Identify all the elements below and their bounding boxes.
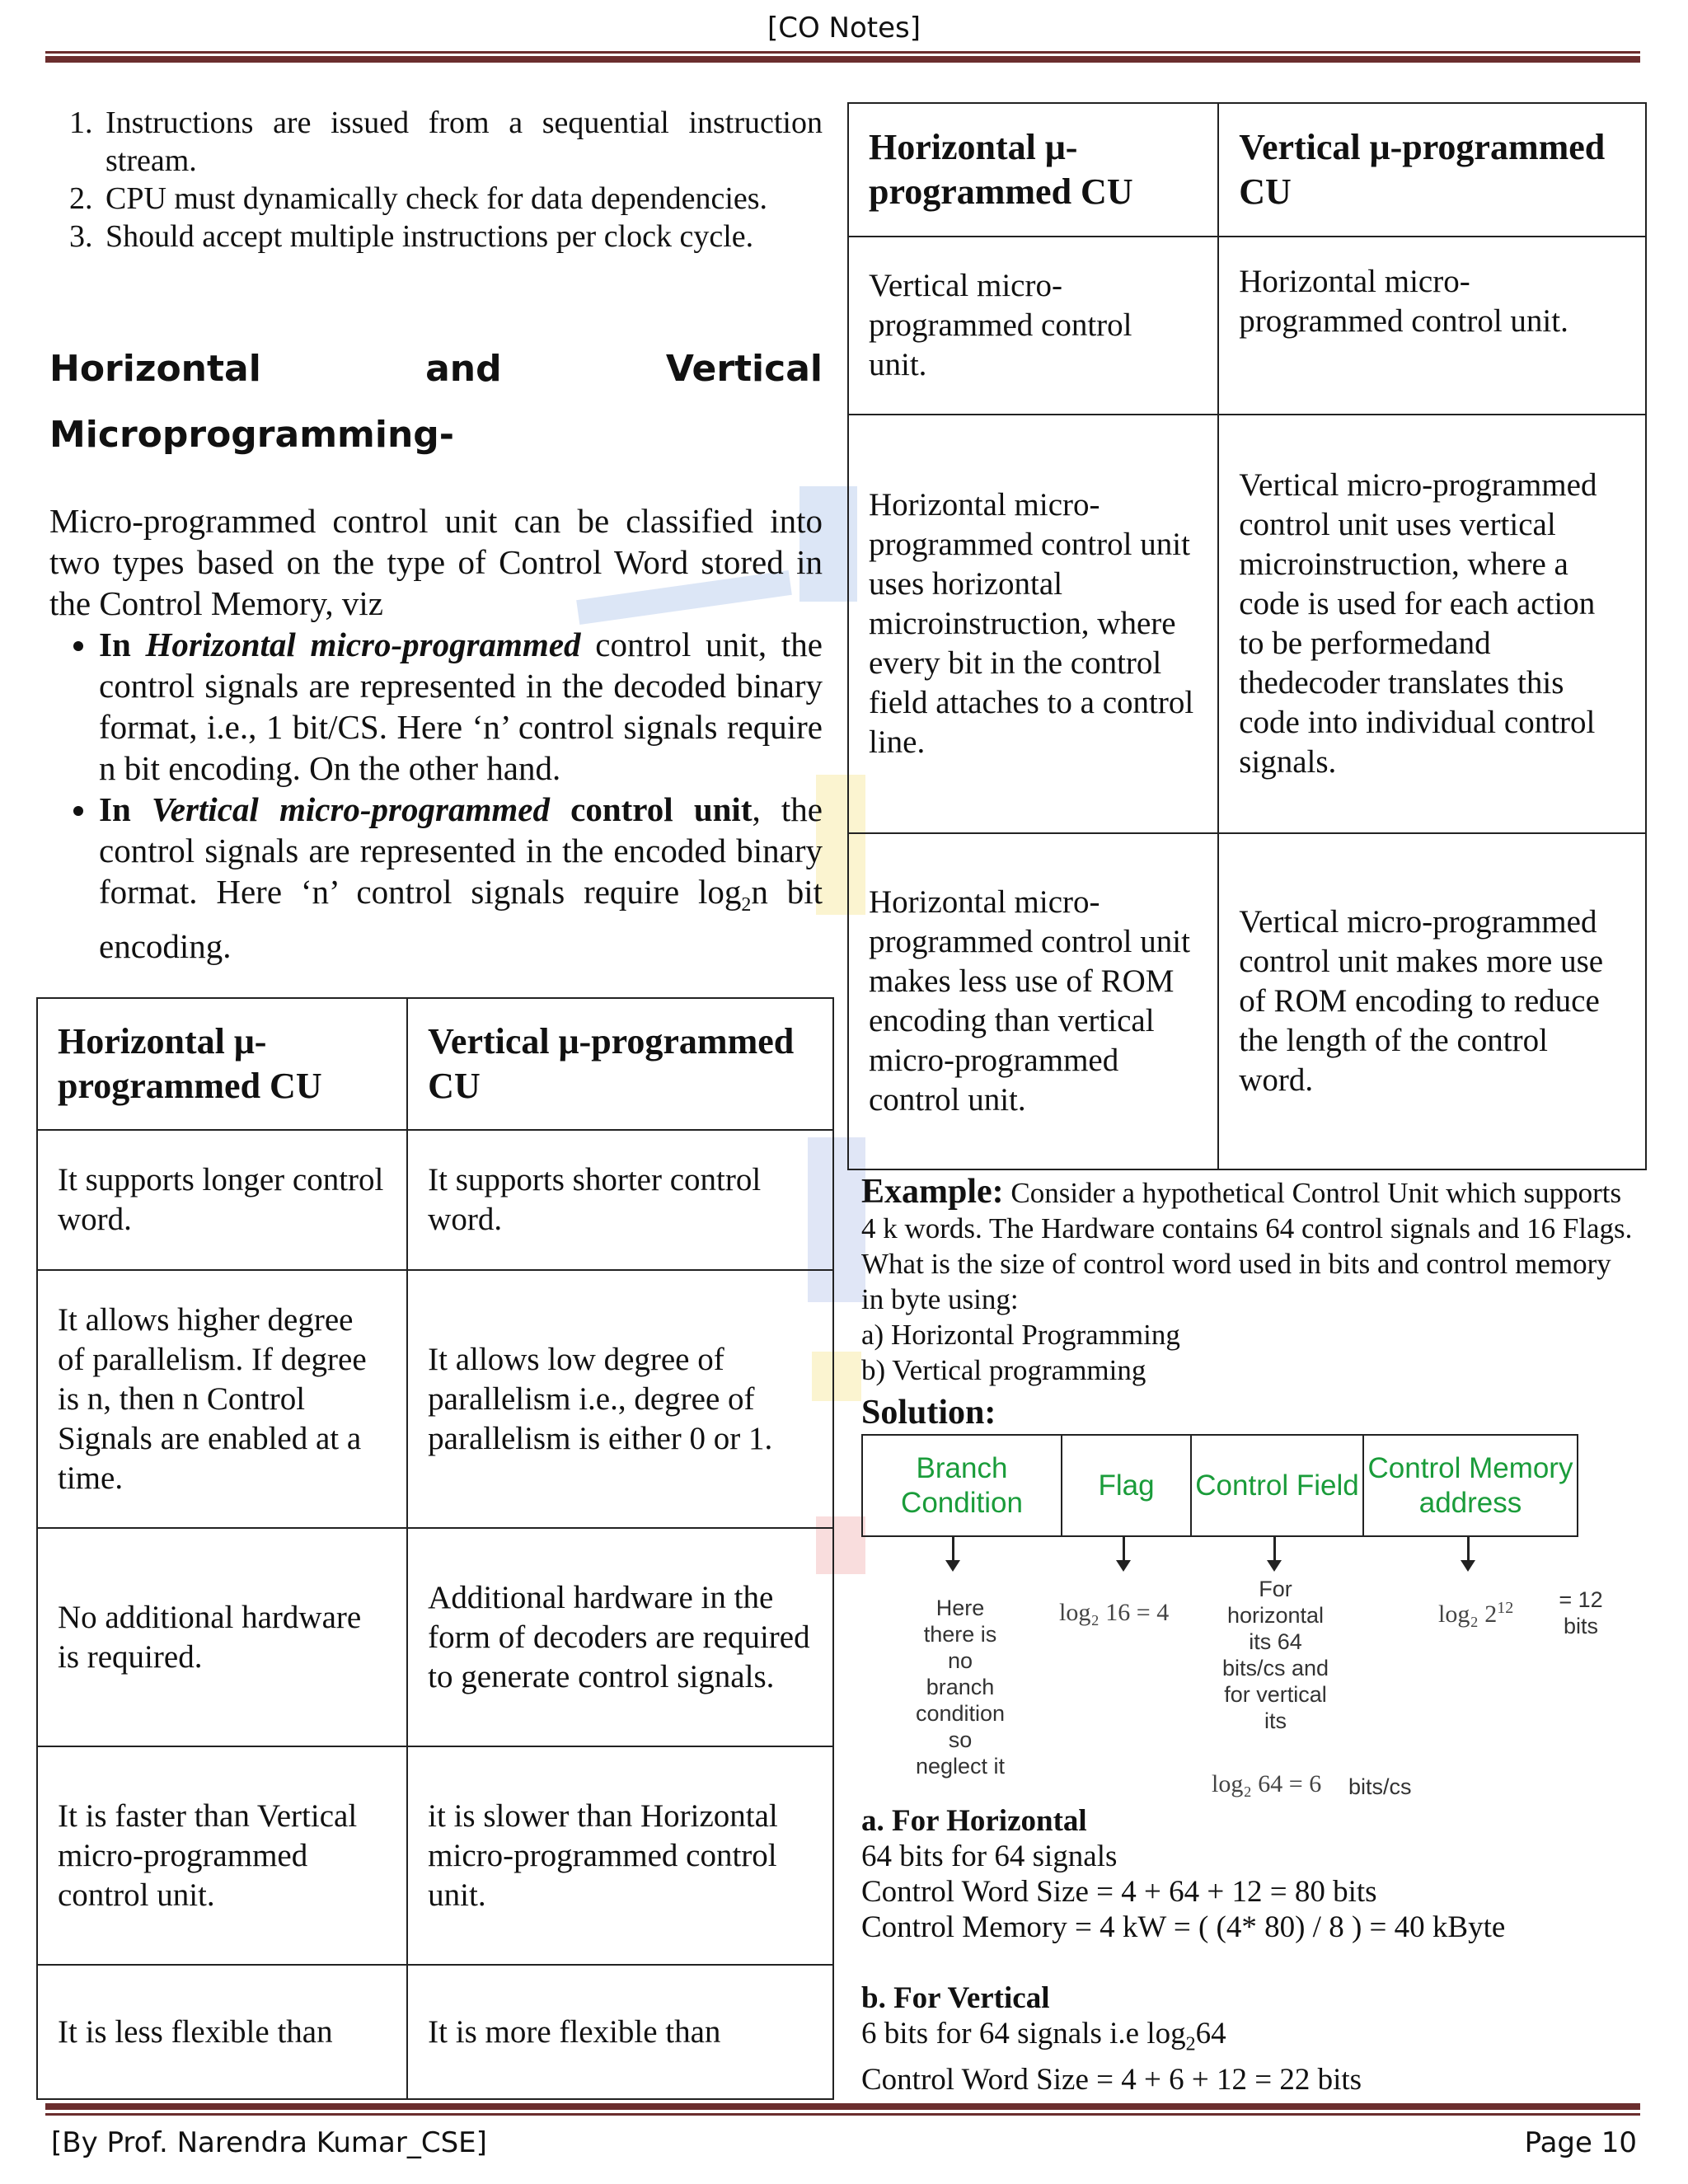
example-option-a: a) Horizontal Programming: [861, 1319, 1180, 1351]
table-cell: It is more flexible than: [407, 1965, 833, 2099]
table-cell: It allows higher degree of parallelism. If degree is n, then n Control Signals are enabled at a time.: [37, 1270, 407, 1528]
bullet-emphasis: Horizontal micro-programmed: [145, 626, 581, 663]
math-addr-base: log₂ 2: [1438, 1601, 1498, 1628]
table-cell: No additional hardware is required.: [37, 1528, 407, 1746]
table-row: [848, 833, 1646, 1169]
example-label: Example:: [861, 1173, 1004, 1211]
table-cell: Additional hardware in the form of decoders are required to generate control signals.: [407, 1528, 833, 1746]
example-block: [861, 1174, 1640, 1388]
bullet-lead: In: [99, 790, 131, 828]
comparison-table-left: [36, 997, 834, 2100]
solution-b-text: 6 bits for 64 signals i.e log: [861, 2017, 1186, 2050]
table-cell: Horizontal micro-programmed control unit.: [1218, 237, 1646, 415]
table-header-row: [848, 103, 1646, 237]
list-item: 1. Instructions are issued from a sequential instruction stream.: [101, 104, 823, 180]
table-cell: It allows low degree of parallelism i.e., degree of parallelism is either 0 or 1.: [407, 1270, 833, 1528]
log-subscript: 2: [1185, 2033, 1196, 2055]
footer-rule-thick: [45, 2103, 1640, 2110]
arrow-shaft: [1467, 1537, 1470, 1562]
math-control-unit: bits/cs: [1348, 1774, 1412, 1799]
math-addr-exponent: 12: [1497, 1599, 1514, 1617]
section-heading: [49, 336, 823, 468]
bullet-emphasis: Vertical micro-programmed: [151, 790, 550, 828]
footer-rule-thin: [45, 2113, 1640, 2116]
heading-word-and: and: [425, 348, 502, 390]
table-row: [848, 415, 1646, 833]
intro-paragraph: Micro-programmed control unit can be classified into two types based on the type of Control Word stored in the Control Memory, viz: [49, 502, 823, 622]
table-cell: It supports longer control word.: [37, 1130, 407, 1270]
solution-b-line: Control Word Size = 4 + 6 + 12 = 22 bits: [861, 2063, 1362, 2097]
math-flag: log₂ 16 = 4: [1059, 1599, 1170, 1626]
solution-a-title: a. For Horizontal: [861, 1804, 1087, 1838]
numbered-list-block: [49, 104, 823, 255]
table-header-cell: Vertical μ-programmed CU: [1218, 103, 1646, 237]
list-item: 2. CPU must dynamically check for data dependencies.: [101, 180, 823, 218]
table-header-cell: Horizontal μ-programmed CU: [37, 998, 407, 1130]
spacer: [861, 1945, 1640, 1980]
solution-b-text-end: 64: [1195, 2017, 1226, 2050]
log-subscript: 2: [741, 894, 752, 916]
note-branch: Here there is no branch condition so neglect it: [915, 1596, 1006, 1779]
solution-b-title: b. For Vertical: [861, 1981, 1050, 2015]
field-flag: Flag: [1062, 1436, 1192, 1535]
table-row: [848, 237, 1646, 415]
math-control: log₂ 64 = 6: [1212, 1770, 1322, 1797]
bullet-list-block: [49, 624, 823, 967]
header-rule-thick: [45, 56, 1640, 63]
arrow-head: [1116, 1560, 1131, 1572]
bullet-lead: In: [99, 626, 131, 663]
arrow-head: [1461, 1560, 1475, 1572]
math-addr-result: = 12 bits: [1559, 1587, 1603, 1638]
arrow-shaft: [1123, 1537, 1125, 1562]
bullet-list: [49, 624, 823, 967]
field-control-field: Control Field: [1192, 1436, 1364, 1535]
solution-block: [861, 1803, 1640, 2097]
table-cell: It is less flexible than: [37, 1965, 407, 2099]
table-cell: Vertical micro-programmed control unit.: [848, 237, 1218, 415]
heading-word-horizontal: Horizontal: [49, 348, 261, 390]
table-header-cell: Vertical μ-programmed CU: [407, 998, 833, 1130]
field-control-memory-address: Control Memory address: [1367, 1451, 1573, 1519]
note-control-field: For horizontal its 64 bits/cs and for vertical its: [1221, 1577, 1329, 1733]
table-cell: It is faster than Vertical micro-programmed control unit.: [37, 1746, 407, 1965]
arrow-shaft: [952, 1537, 954, 1562]
table-header-cell: Horizontal μ-programmed CU: [848, 103, 1218, 237]
field-branch-condition: Branch Condition: [863, 1436, 1062, 1535]
table-cell: It supports shorter control word.: [407, 1130, 833, 1270]
footer-page-number: Page 10: [1524, 2126, 1637, 2159]
page-header-title: [CO Notes]: [767, 12, 921, 45]
math-addr: [1438, 1599, 1513, 1629]
heading-word-vertical: Vertical: [665, 348, 823, 390]
example-text: Consider a hypothetical Control Unit which supports 4 k words. The Hardware contains 64 control signals and 16 Flags. What is the size of control word used in bits and control memory in byte using:: [861, 1177, 1633, 1315]
header-rule-thin: [45, 51, 1640, 54]
table-header-row: [37, 998, 833, 1130]
bullet-horizontal: [99, 624, 823, 789]
table-cell: Vertical micro-programmed control unit uses vertical microinstruction, where a code is used for each action to be performedand thedecoder translates this code into individual control signals.: [1218, 415, 1646, 833]
table-row: [37, 1965, 833, 2099]
solution-a-line: Control Memory = 4 kW = ( (4* 80) / 8 ) = 40 kByte: [861, 1910, 1506, 1944]
table-row: [37, 1528, 833, 1746]
list-item: 3. Should accept multiple instructions per clock cycle.: [101, 218, 823, 255]
example-option-b: b) Vertical programming: [861, 1354, 1146, 1386]
table-cell: it is slower than Horizontal micro-programmed control unit.: [407, 1746, 833, 1965]
table-cell: Horizontal micro-programmed control unit makes less use of ROM encoding than vertical micro-programmed control unit.: [848, 833, 1218, 1169]
arrow-head: [1267, 1560, 1282, 1572]
footer-author: [By Prof. Narendra Kumar_CSE]: [51, 2126, 487, 2159]
solution-a-line: 64 bits for 64 signals: [861, 1840, 1118, 1873]
solution-b-line: [861, 2016, 1640, 2062]
numbered-list: [49, 104, 823, 255]
table-row: [37, 1746, 833, 1965]
bullet-text-end: n bit encoding.: [99, 873, 823, 966]
bullet-text: control unit, the control signals are represented in the decoded binary format, i.e., 1 bit/CS. Here ‘n’ control signals require n bit encoding. On the other hand.: [99, 626, 823, 787]
heading-line-2: Microprogramming-: [49, 414, 455, 456]
table-row: [37, 1270, 833, 1528]
solution-label: Solution:: [861, 1394, 996, 1432]
bullet-strong-tail: control unit: [549, 790, 753, 828]
table-cell: Vertical micro-programmed control unit makes more use of ROM encoding to reduce the length of the control word.: [1218, 833, 1646, 1169]
arrow-head: [945, 1560, 960, 1572]
bullet-text: , the control signals are represented in the encoded binary format. Here ‘n’ control signals require log: [99, 790, 823, 911]
solution-a-line: Control Word Size = 4 + 64 + 12 = 80 bits: [861, 1875, 1377, 1909]
control-word-format: [861, 1434, 1578, 1537]
bullet-vertical: [99, 789, 823, 967]
comparison-table-right: [847, 102, 1647, 1170]
table-row: [37, 1130, 833, 1270]
table-cell: Horizontal micro-programmed control unit uses horizontal microinstruction, where every bit in the control field attaches to a control line.: [848, 415, 1218, 833]
arrow-shaft: [1273, 1537, 1276, 1562]
